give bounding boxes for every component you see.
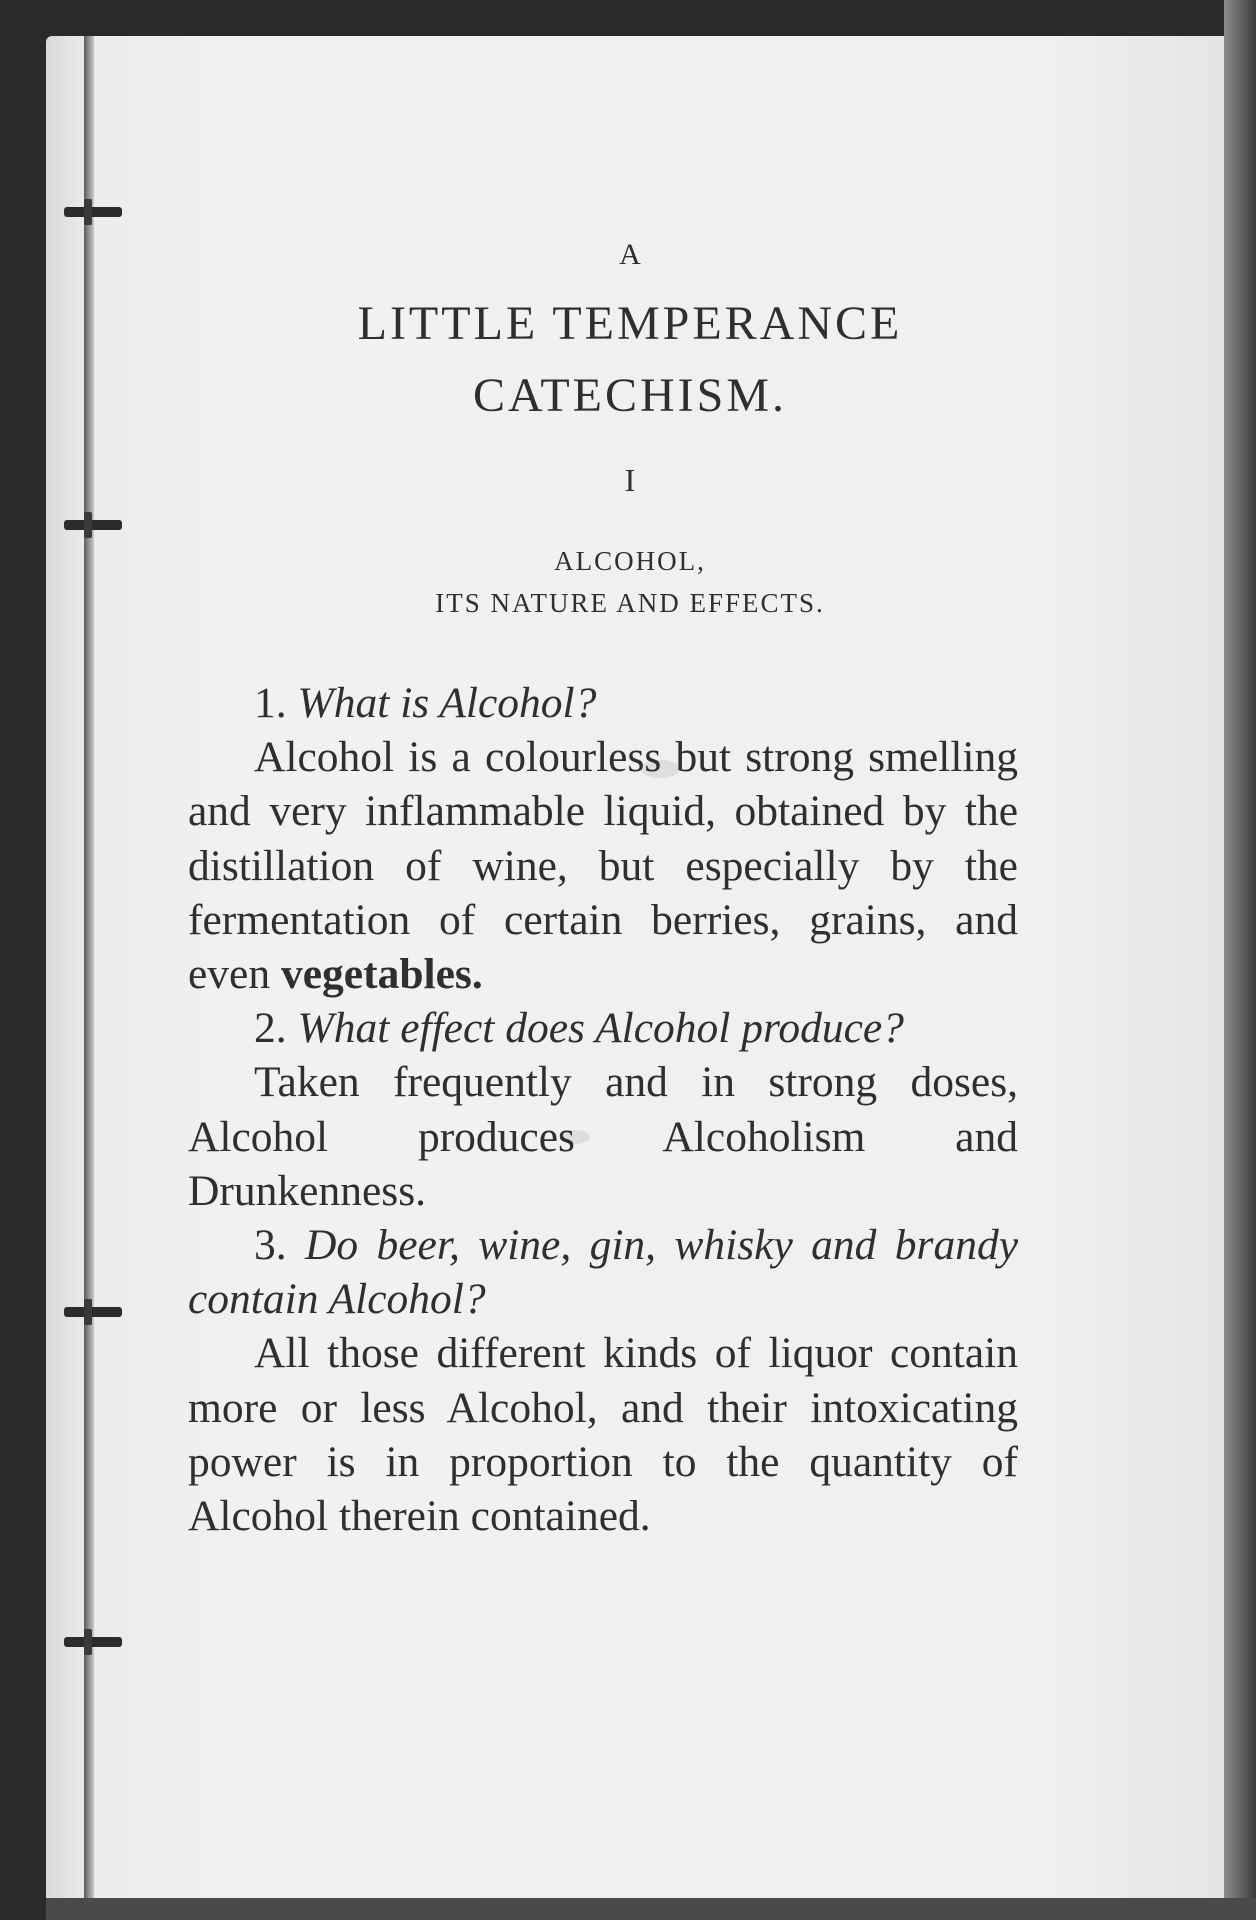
page-bottom-edge [46,1898,1256,1920]
question-number: 2. [254,1004,287,1053]
page-right-shadow [1224,0,1256,1920]
catechism-body [188,676,1018,1543]
question-text: What effect does Alcohol produce? [297,1004,904,1053]
page-title-line2: CATECHISM. [472,369,788,422]
question-text: What is Alcohol? [297,679,597,727]
book-binding [84,36,94,1898]
question-paragraph [188,1001,1018,1055]
binding-stitch [64,207,122,217]
answer-text: Taken frequently and in strong doses, Alcohol produces Alcoholism and Drunkenness. [188,1058,1018,1215]
answer-text: All those different kinds of liquor contain more or less Alcohol, and their intoxicating power is in proportion to the quantity of Alcohol therein contained. [188,1329,1018,1541]
answer-paragraph [188,1326,1018,1543]
question-text: Do beer, wine, gin, whisky and brandy contain Alcohol? [188,1221,1018,1324]
section-heading-line2: ITS NATURE AND EFFECTS. [435,588,825,618]
answer-paragraph [188,730,1018,1001]
section-numeral: I [624,462,636,498]
answer-paragraph [188,1055,1018,1218]
binding-stitch [64,1307,122,1317]
binding-stitch [64,1637,122,1647]
answer-text-bold: vegetables. [281,950,483,999]
question-number: 1. [254,679,287,727]
page-title-line1: LITTLE TEMPERANCE [357,297,903,350]
section-heading-line1: ALCOHOL, [554,546,706,576]
question-paragraph [188,676,1018,730]
answer-text: Alcohol is a colourless but strong smelling and very inflammable liquid, obtained by the distillation of wine, but especially by the fermentation of certain berries, grains, and [188,733,1018,944]
question-number: 3. [254,1221,287,1270]
binding-stitch [64,520,122,530]
question-paragraph [188,1218,1018,1326]
title-article: A [619,238,641,271]
answer-text-tail: even [188,950,281,999]
